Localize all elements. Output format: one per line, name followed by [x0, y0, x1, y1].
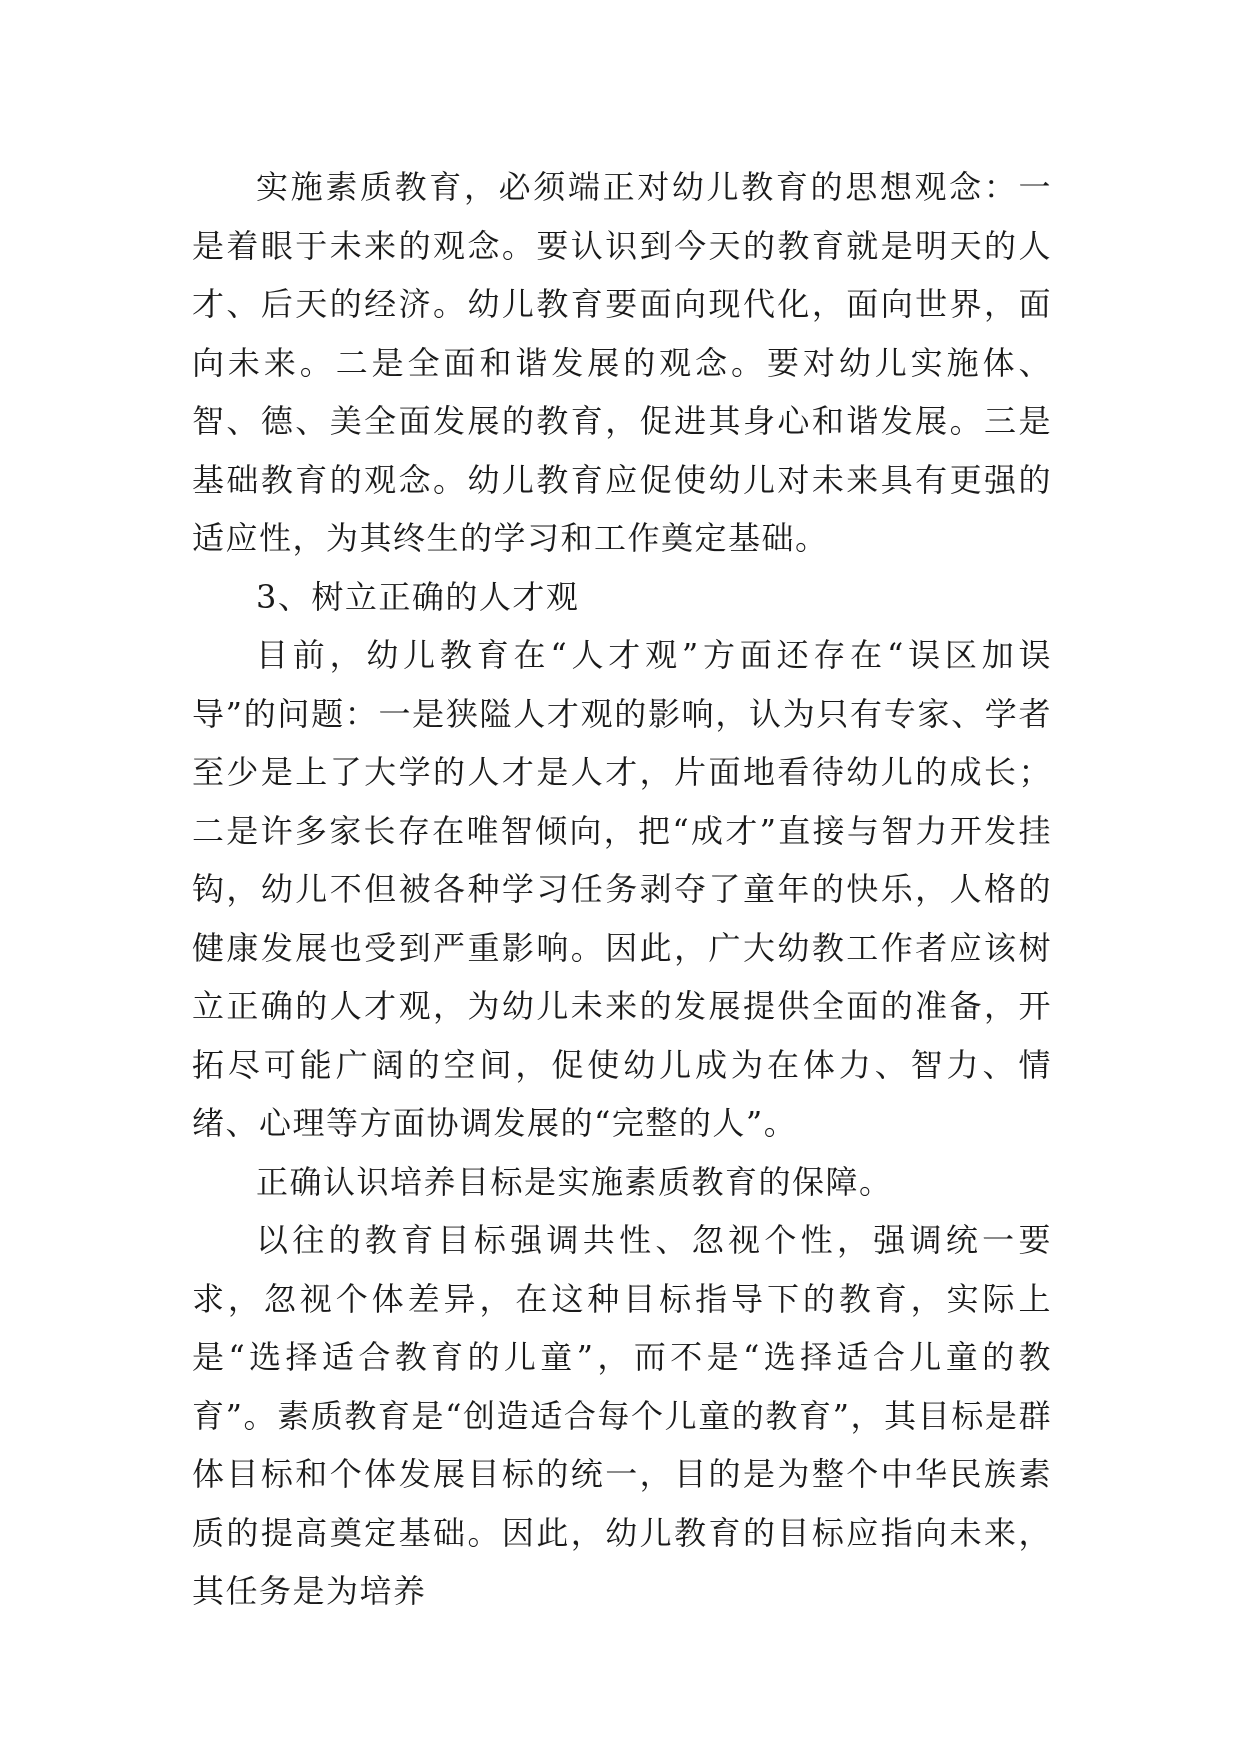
paragraph-training-goal: 正确认识培养目标是实施素质教育的保障。: [256, 1162, 893, 1201]
document-body: [192, 158, 1052, 1621]
paragraph-concepts: 实施素质教育，必须端正对幼儿教育的思想观念：一是着眼于未来的观念。要认识到今天的教育就是明天的人才、后天的经济。幼儿教育要面向现代化，面向世界，面向未来。二是全面和谐发展的观念。要对幼儿实施体、智、德、美全面发展的教育，促进其身心和谐发展。三是基础教育的观念。幼儿教育应促使幼儿对未来具有更强的适应性，为其终生的学习和工作奠定基础。: [192, 168, 1052, 557]
paragraph-talent-misconceptions: 目前，幼儿教育在“人才观”方面还存在“误区加误导”的问题：一是狭隘人才观的影响，认为只有专家、学者至少是上了大学的人才是人才，片面地看待幼儿的成长；二是许多家长存在唯智倾向，把“成才”直接与智力开发挂钩，幼儿不但被各种学习任务剥夺了童年的快乐，人格的健康发展也受到严重影响。因此，广大幼教工作者应该树立正确的人才观，为幼儿未来的发展提供全面的准备，开拓尽可能广阔的空间，促使幼儿成为在体力、智力、情绪、心理等方面协调发展的“完整的人”。: [192, 636, 1052, 1142]
paragraph-education-goals: 以往的教育目标强调共性、忽视个性，强调统一要求，忽视个体差异，在这种目标指导下的教育，实际上是“选择适合教育的儿童”，而不是“选择适合儿童的教育”。素质教育是“创造适合每个儿童的教育”，其目标是群体目标和个体发展目标的统一，目的是为整个中华民族素质的提高奠定基础。因此，幼儿教育的目标应指向未来，其任务是为培养: [192, 1221, 1052, 1610]
section-heading-talent-view: 3、树立正确的人才观: [256, 577, 580, 616]
